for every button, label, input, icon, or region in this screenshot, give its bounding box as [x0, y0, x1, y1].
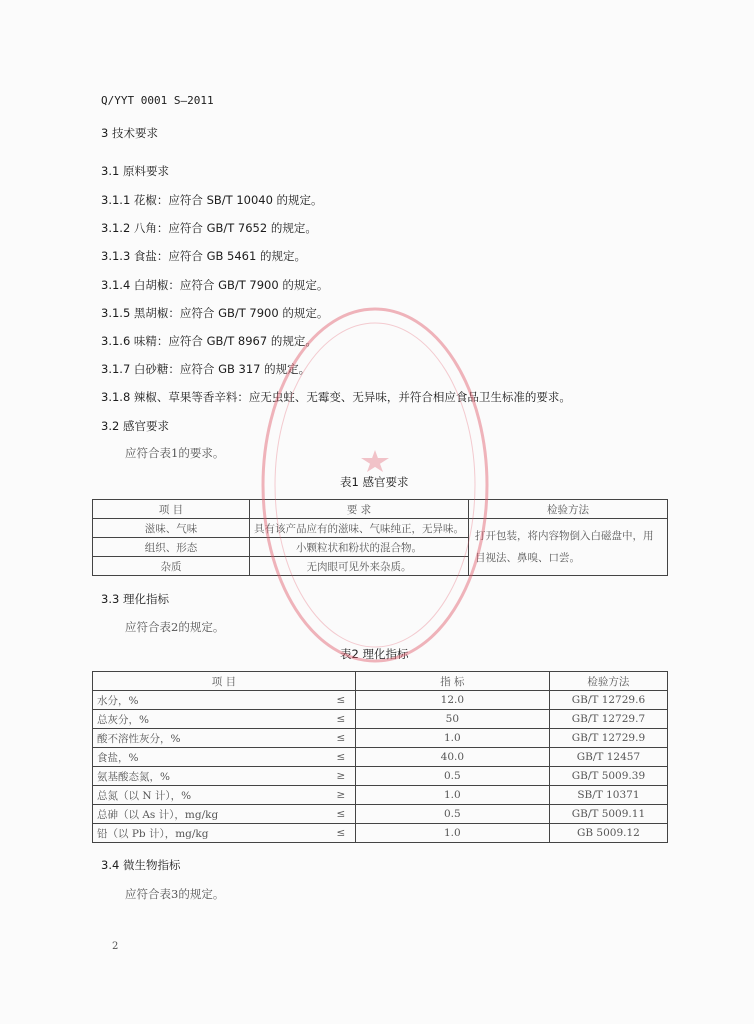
- table-cell: GB 5009.12: [549, 824, 667, 843]
- table-cell: GB/T 5009.11: [549, 805, 667, 824]
- clause-3-1-5: 3.1.5 黑胡椒：应符合 GB/T 7900 的规定。: [101, 306, 329, 320]
- table-row: [93, 767, 668, 786]
- section-3-1-heading: 3.1 原料要求: [101, 164, 169, 178]
- table-cell: ≤: [327, 729, 356, 748]
- section-3-3-heading: 3.3 理化指标: [101, 592, 169, 606]
- table-cell: ≥: [327, 786, 356, 805]
- table-cell: GB/T 12729.9: [549, 729, 667, 748]
- section-3-3-text: 应符合表2的规定。: [125, 620, 225, 634]
- table-cell: ≤: [327, 824, 356, 843]
- table-cell: 滋味、气味: [93, 519, 250, 538]
- clause-3-1-3: 3.1.3 食盐：应符合 GB 5461 的规定。: [101, 249, 306, 263]
- table-cell: ≤: [327, 748, 356, 767]
- table-cell: 12.0: [355, 691, 549, 710]
- table-cell: 总砷（以 As 计），mg/kg: [93, 805, 327, 824]
- section-3-4-text: 应符合表3的规定。: [125, 887, 225, 901]
- table1-header-method: 检验方法: [469, 500, 668, 519]
- table-cell: ≤: [327, 710, 356, 729]
- table-cell: 食盐，%: [93, 748, 327, 767]
- table2-header-index: 指 标: [355, 672, 549, 691]
- table-cell: 水分，%: [93, 691, 327, 710]
- table-cell: 酸不溶性灰分，%: [93, 729, 327, 748]
- clause-3-1-8: 3.1.8 辣椒、草果等香辛料：应无虫蛀、无霉变、无异味，并符合相应食品卫生标准的要求。: [101, 390, 571, 404]
- table1-caption: 表1 感官要求: [340, 475, 409, 489]
- table-cell: GB/T 12729.7: [549, 710, 667, 729]
- table-row: [93, 748, 668, 767]
- table-cell: GB/T 5009.39: [549, 767, 667, 786]
- standard-number: Q/YYT 0001 S—2011: [101, 94, 214, 107]
- table-cell: SB/T 10371: [549, 786, 667, 805]
- table-cell: 50: [355, 710, 549, 729]
- section-3-4-heading: 3.4 微生物指标: [101, 858, 181, 872]
- table2-header-method: 检验方法: [549, 672, 667, 691]
- table-cell: ≤: [327, 691, 356, 710]
- table-header-row: [93, 500, 668, 519]
- table-cell: GB/T 12729.6: [549, 691, 667, 710]
- section-3-heading: 3 技术要求: [101, 126, 158, 140]
- table2-header-item: 项 目: [93, 672, 356, 691]
- table-cell: 总灰分，%: [93, 710, 327, 729]
- table-cell: 40.0: [355, 748, 549, 767]
- table-cell: 1.0: [355, 824, 549, 843]
- table-row: [93, 691, 668, 710]
- table-cell: 无肉眼可见外来杂质。: [250, 557, 469, 576]
- table-cell: 0.5: [355, 767, 549, 786]
- table-cell: ≤: [327, 805, 356, 824]
- table-row: [93, 786, 668, 805]
- table-cell: 杂质: [93, 557, 250, 576]
- table-cell: GB/T 12457: [549, 748, 667, 767]
- clause-3-1-6: 3.1.6 味精：应符合 GB/T 8967 的规定。: [101, 334, 317, 348]
- table-cell: 总氮（以 N 计），%: [93, 786, 327, 805]
- table1-header-requirement: 要 求: [250, 500, 469, 519]
- table1-header-item: 项 目: [93, 500, 250, 519]
- clause-3-1-4: 3.1.4 白胡椒：应符合 GB/T 7900 的规定。: [101, 278, 329, 292]
- table-cell: ≥: [327, 767, 356, 786]
- table-cell: 具有该产品应有的滋味、气味纯正，无异味。: [250, 519, 469, 538]
- section-3-2-heading: 3.2 感官要求: [101, 419, 169, 433]
- table-cell: 组织、形态: [93, 538, 250, 557]
- table-header-row: [93, 672, 668, 691]
- table-row: [93, 710, 668, 729]
- table-row: [93, 805, 668, 824]
- table-cell: 铅（以 Pb 计），mg/kg: [93, 824, 327, 843]
- table-row: [93, 519, 668, 538]
- table1: [92, 499, 668, 576]
- table2-caption: 表2 理化指标: [340, 647, 409, 661]
- table-cell: 1.0: [355, 729, 549, 748]
- table1-method-cell: 打开包装，将内容物倒入白磁盘中，用目视法、鼻嗅、口尝。: [469, 519, 668, 576]
- clause-3-1-1: 3.1.1 花椒：应符合 SB/T 10040 的规定。: [101, 193, 323, 207]
- table-cell: 1.0: [355, 786, 549, 805]
- clause-3-1-2: 3.1.2 八角：应符合 GB/T 7652 的规定。: [101, 221, 317, 235]
- page-number: 2: [112, 941, 119, 952]
- table-cell: 小颗粒状和粉状的混合物。: [250, 538, 469, 557]
- table-cell: 0.5: [355, 805, 549, 824]
- table2: [92, 671, 668, 843]
- clause-3-1-7: 3.1.7 白砂糖：应符合 GB 317 的规定。: [101, 362, 311, 376]
- table-cell: 氨基酸态氮，%: [93, 767, 327, 786]
- table-row: [93, 729, 668, 748]
- table-row: [93, 824, 668, 843]
- section-3-2-text: 应符合表1的要求。: [125, 446, 225, 460]
